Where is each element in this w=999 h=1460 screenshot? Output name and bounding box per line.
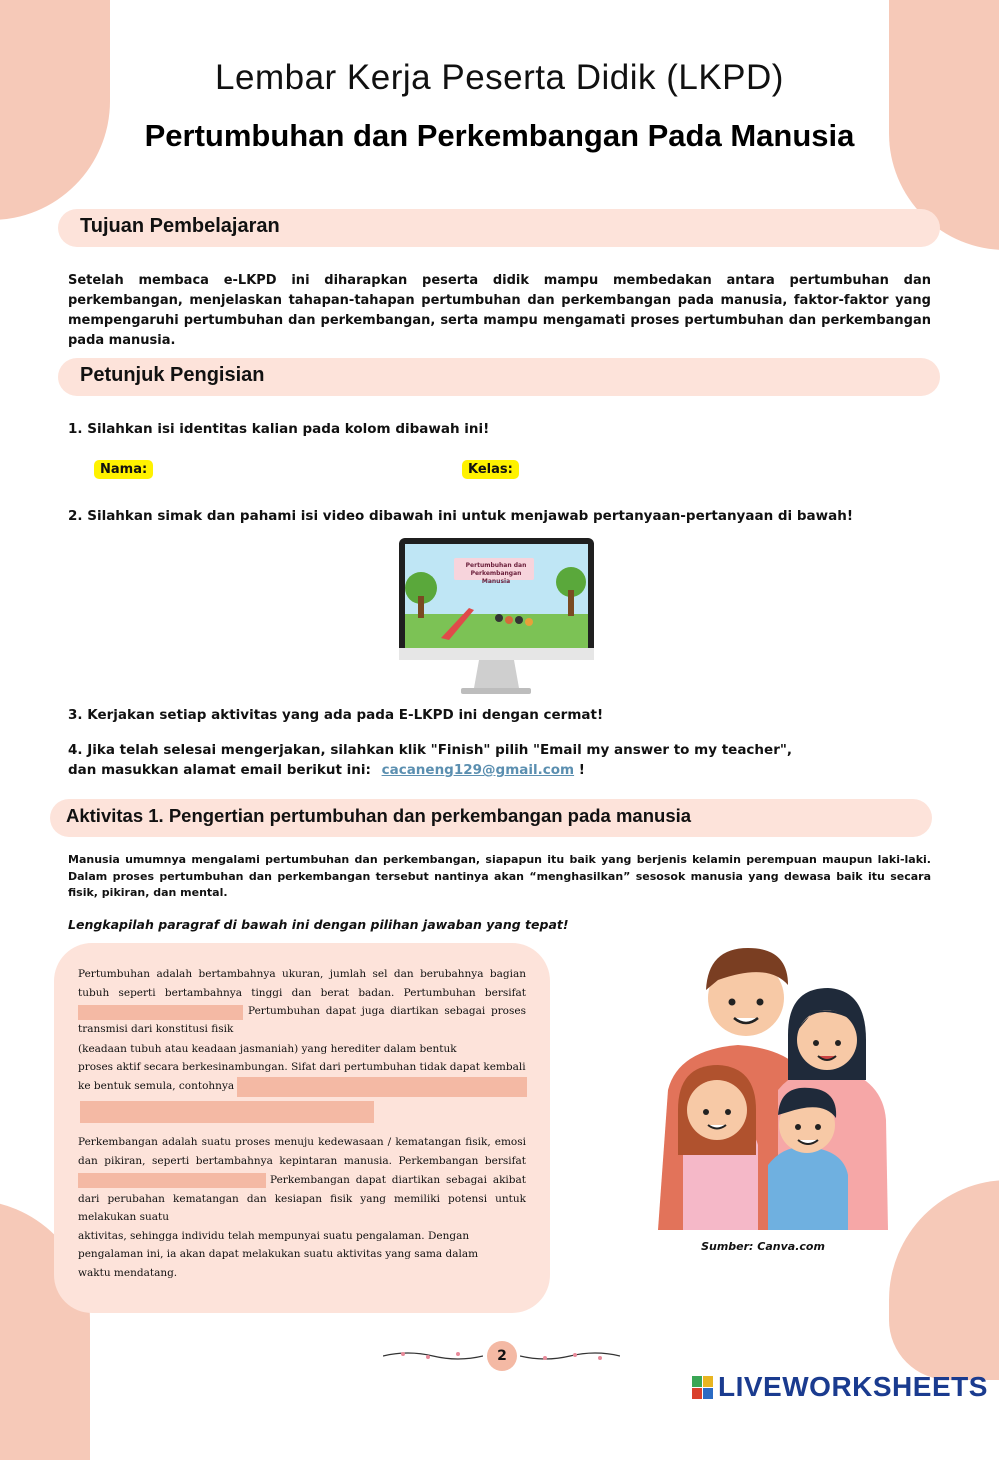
aktivitas-section-header	[50, 799, 932, 837]
family-image-icon	[638, 940, 903, 1230]
video-monitor[interactable]	[399, 538, 594, 698]
kelas-label: Kelas:	[462, 460, 519, 479]
blank-contoh-pertumbuhan[interactable]	[237, 1077, 527, 1097]
step-4-line-1: 4. Jika telah selesai mengerjakan, silahkan klik "Finish" pilih "Email my answer to my teacher",	[68, 742, 793, 758]
step-2: 2. Silahkan simak dan pahami isi video dibawah ini untuk menjawab pertanyaan-pertanyaan di bawah!	[68, 508, 854, 524]
p2-line-7: pengalaman ini, ia akan dapat melakukan suatu aktivitas yang sama dalam	[78, 1248, 479, 1260]
page-number: 2	[487, 1341, 517, 1371]
step-4-line-2	[68, 762, 585, 778]
p1-line-6: proses aktif secara berkesinambungan. Sifat dari pertumbuhan tidak dapat kembali	[78, 1061, 526, 1073]
p1-line-5: (keadaan tubuh atau keadaan jasmaniah) yang herediter dalam bentuk	[78, 1043, 457, 1055]
tujuan-section-header	[58, 209, 940, 247]
blank-contoh-pertumbuhan-2[interactable]	[80, 1101, 374, 1123]
nama-label: Nama:	[94, 460, 153, 479]
blank-pertumbuhan-sifat[interactable]	[78, 1005, 243, 1020]
image-caption: Sumber: Canva.com	[701, 1240, 825, 1253]
video-title: Pertumbuhan dan Perkembangan Manusia	[465, 562, 527, 585]
tujuan-text: Setelah membaca e-LKPD ini diharapkan peserta didik mampu membedakan antara pertumbuhan dan perkembangan, menjelaskan tahapan-tahapan pertumbuhan dan perkembangan pada manusia, faktor-faktor yang mempengaruhi pertumbuhan dan perkembangan, serta mampu mengamati proses pertumbuhan dan perkembangan pada manusia.	[68, 273, 931, 348]
page-title: Lembar Kerja Peserta Didik (LKPD)	[215, 58, 784, 97]
corner-blob-top-left	[0, 0, 110, 220]
p2-line-1: Perkembangan adalah suatu proses menuju kedewasaan / kematangan fisik, emosi	[78, 1136, 526, 1148]
tujuan-heading: Tujuan Pembelajaran	[80, 215, 280, 237]
footer-ornament-left	[383, 1348, 483, 1364]
step-4-text: dan masukkan alamat email berikut ini:	[68, 762, 371, 778]
p2-line-5: melakukan suatu	[78, 1211, 170, 1223]
nama-input[interactable]	[160, 458, 440, 482]
kelas-input[interactable]	[525, 458, 805, 482]
email-link[interactable]: cacaneng129@gmail.com	[381, 762, 575, 778]
liveworksheets-brand: LIVEWORKSHEETS	[718, 1371, 988, 1402]
p1-line-2: tubuh seperti bertambahnya tinggi dan berat badan. Pertumbuhan bersifat	[78, 987, 526, 999]
p2-line-6: aktivitas, sehingga individu telah mempunyai suatu pengalaman. Dengan	[78, 1230, 470, 1242]
step-1: 1. Silahkan isi identitas kalian pada kolom dibawah ini!	[68, 421, 490, 437]
p2-line-4: dari perubahan kematangan dan kesiapan fisik yang memiliki potensi untuk	[78, 1193, 526, 1205]
liveworksheets-logo-icon	[692, 1376, 714, 1400]
p2-line-8: waktu mendatang.	[78, 1267, 178, 1279]
p1-line-7: ke bentuk semula, contohnya	[78, 1080, 235, 1092]
aktivitas-heading: Aktivitas 1. Pengertian pertumbuhan dan perkembangan pada manusia	[66, 805, 692, 826]
aktivitas-intro: Manusia umumnya mengalami pertumbuhan dan perkembangan, siapapun itu baik yang berjenis kelamin perempuan maupun laki-laki. Dalam proses pertumbuhan dan perkembangan tersebut nantinya akan “menghasilkan” sesosok manusia yang dewasa baik itu secara fisik, pikiran, dan mental.	[68, 853, 931, 899]
p2-line-3: Perkembangan dapat diartikan sebagai akibat	[270, 1174, 526, 1186]
page-subtitle: Pertumbuhan dan Perkembangan Pada Manusia	[144, 118, 855, 153]
corner-blob-bottom-right	[889, 1180, 999, 1380]
p1-line-1: Pertumbuhan adalah bertambahnya ukuran, jumlah sel dan berubahnya bagian	[78, 968, 526, 980]
p2-line-2: dan pikiran, seperti bertambahnya kepintaran manusia. Perkembangan bersifat	[78, 1155, 526, 1167]
family-illustration	[638, 940, 903, 1230]
p1-line-4: transmisi dari konstitusi fisik	[78, 1023, 234, 1035]
aktivitas-instruction: Lengkapilah paragraf di bawah ini dengan pilihan jawaban yang tepat!	[68, 917, 569, 932]
email-suffix: !	[578, 762, 585, 778]
petunjuk-heading: Petunjuk Pengisian	[80, 364, 265, 386]
p1-line-3: Pertumbuhan dapat juga diartikan sebagai proses	[248, 1005, 526, 1017]
petunjuk-section-header	[58, 358, 940, 396]
blank-perkembangan-sifat[interactable]	[78, 1173, 266, 1188]
step-3: 3. Kerjakan setiap aktivitas yang ada pada E-LKPD ini dengan cermat!	[68, 707, 604, 723]
footer-ornament-right	[520, 1348, 620, 1364]
